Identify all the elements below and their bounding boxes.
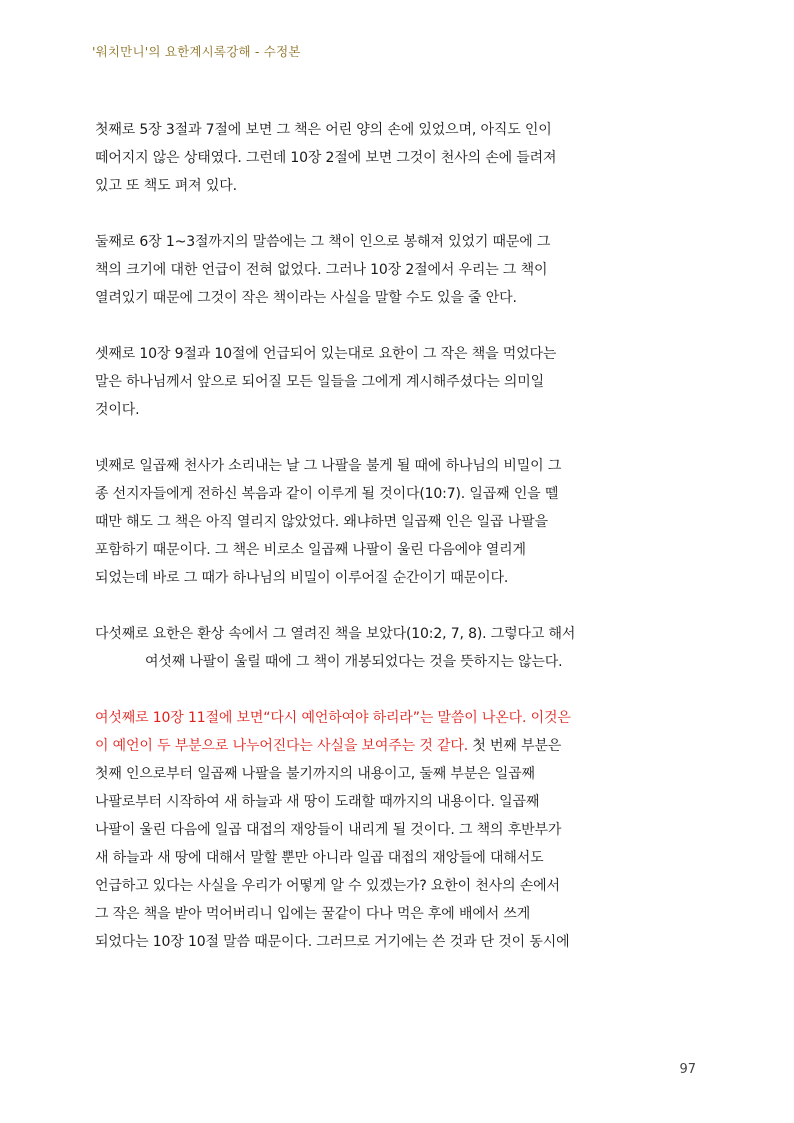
paragraph-1 <box>95 116 695 200</box>
text-line: 그 작은 책을 받아 먹어버리니 입에는 꿀같이 다나 먹은 후에 배에서 쓰게 <box>95 906 531 922</box>
text-line: 열려있기 때문에 그것이 작은 책이라는 사실을 말할 수도 있을 줄 안다. <box>95 290 517 306</box>
text-line: 둘째로 6장 1~3절까지의 말씀에는 그 책이 인으로 봉해져 있었기 때문에 그 <box>95 234 551 250</box>
text-line: 첫째로 5장 3절과 7절에 보면 그 책은 어린 양의 손에 있었으며, 아직도 인이 <box>95 122 552 138</box>
text-line-indented: 여섯째 나팔이 울릴 때에 그 책이 개봉되었다는 것을 뜻하지는 않는다. <box>145 654 563 670</box>
text-segment: 첫 번째 부분은 <box>468 738 562 754</box>
text-line: 나팔로부터 시작하여 새 하늘과 새 땅이 도래할 때까지의 내용이다. 일곱째 <box>95 794 540 810</box>
text-line: 때만 해도 그 책은 아직 열리지 않았었다. 왜냐하면 일곱째 인은 일곱 나팔을 <box>95 514 548 530</box>
paragraph-2 <box>95 228 695 312</box>
text-line: 다섯째로 요한은 환상 속에서 그 열려진 책을 보았다(10:2, 7, 8). 그렇다고 해서 <box>95 626 576 642</box>
text-line: 새 하늘과 새 땅에 대해서 말할 뿐만 아니라 일곱 대접의 재앙들에 대해서도 <box>95 850 544 866</box>
text-line: 첫째 인으로부터 일곱째 나팔을 불기까지의 내용이고, 둘째 부분은 일곱째 <box>95 766 535 782</box>
text-line: 있고 또 책도 펴져 있다. <box>95 178 237 194</box>
text-line: 포함하기 때문이다. 그 책은 비로소 일곱째 나팔이 울린 다음에야 열리게 <box>95 542 526 558</box>
emphasis-line: 여섯째로 10장 11절에 보면“다시 예언하여야 하리라”는 말씀이 나온다. 이것은 <box>95 710 571 726</box>
mixed-line <box>95 732 695 760</box>
emphasis-text: 이 예언이 두 부분으로 나누어진다는 사실을 보여주는 것 같다. <box>95 738 469 754</box>
text-line: 것이다. <box>95 402 140 418</box>
text-line: 말은 하나님께서 앞으로 되어질 모든 일들을 그에게 계시해주셨다는 의미일 <box>95 374 544 390</box>
text-line: 되었는데 바로 그 때가 하나님의 비밀이 이루어질 순간이기 때문이다. <box>95 570 509 586</box>
page-body <box>95 116 695 956</box>
paragraph-6 <box>95 704 695 956</box>
page-number: 97 <box>679 1062 696 1077</box>
text-line: 셋째로 10장 9절과 10절에 언급되어 있는대로 요한이 그 작은 책을 먹었다는 <box>95 346 557 362</box>
text-line: 책의 크기에 대한 언급이 전혀 없었다. 그러나 10장 2절에서 우리는 그 책이 <box>95 262 548 278</box>
paragraph-5 <box>95 620 695 676</box>
running-header: '워치만니'의 요한계시록강해 - 수정본 <box>92 44 301 59</box>
text-line: 언급하고 있다는 사실을 우리가 어떻게 알 수 있겠는가? 요한이 천사의 손에서 <box>95 878 560 894</box>
paragraph-3 <box>95 340 695 424</box>
text-line: 종 선지자들에게 전하신 복음과 같이 이루게 될 것이다(10:7). 일곱째 인을 뗄 <box>95 486 559 502</box>
text-line: 떼어지지 않은 상태였다. 그런데 10장 2절에 보면 그것이 천사의 손에 들려져 <box>95 150 557 166</box>
text-line: 나팔이 울린 다음에 일곱 대접의 재앙들이 내리게 될 것이다. 그 책의 후반부가 <box>95 822 562 838</box>
text-line: 되었다는 10장 10절 말씀 때문이다. 그러므로 거기에는 쓴 것과 단 것이 동시에 <box>95 934 570 950</box>
paragraph-4 <box>95 452 695 592</box>
text-line: 넷째로 일곱째 천사가 소리내는 날 그 나팔을 불게 될 때에 하나님의 비밀이 그 <box>95 458 562 474</box>
